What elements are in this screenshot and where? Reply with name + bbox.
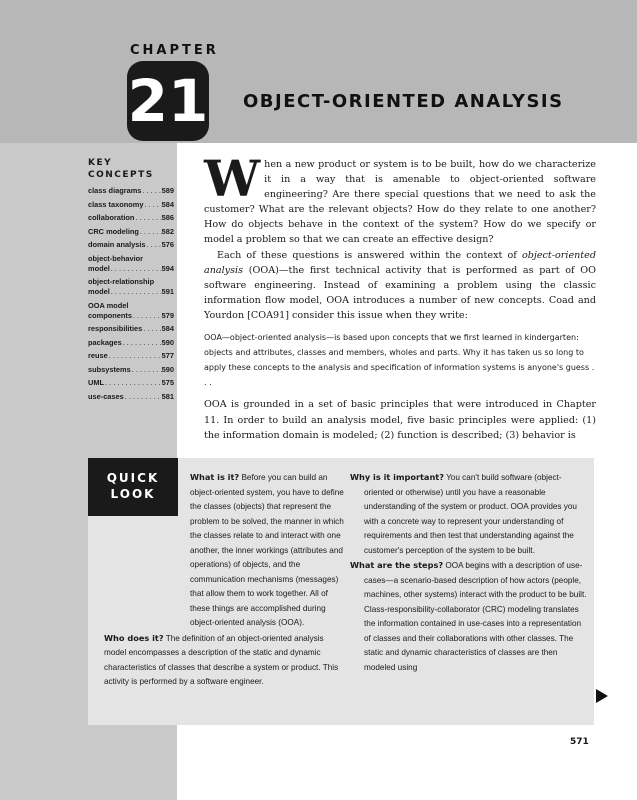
key-concept-item: collaboration . . . 586 (88, 213, 174, 223)
key-concepts-sidebar (88, 157, 174, 405)
paragraph: Each of these questions is answered within the context of object-oriented analysis (OOA)—the first technical activity that is performed as part of OO software engineering. Instead of examining a problem using the classic information flow model, OOA introduces a number of new concepts. Coad and Yourdon [COA91] consider this issue when they write: (204, 249, 596, 321)
chapter-header-band (0, 0, 637, 143)
key-concept-item: packages . . . 590 (88, 338, 174, 348)
key-concept-item: OOA model components . . . 579 (88, 301, 174, 321)
key-concept-item: class taxonomy . . . 584 (88, 200, 174, 210)
key-concept-item: class diagrams . . . 589 (88, 186, 174, 196)
quick-look-column-right (350, 470, 590, 675)
key-concept-item: responsibilities . . . 584 (88, 324, 174, 334)
quick-look-what: What is it? Before you can build an object-oriented system, you have to define the classes (objects) that represent the problem to be solved, the manner in which the classes relate to and interact with one another, the inner workings (attributes and operations) of objects, and the communication mechanisms (messages) that allow them to work together. All of these things are accomplished during object-oriented analysis (OOA). (190, 472, 344, 627)
key-concept-item: UML . . . 575 (88, 378, 174, 388)
block-quote: OOA—object-oriented analysis—is based upon concepts that we first learned in kindergarten: objects and attributes, classes and members, wholes and parts. Why it has taken us so long to apply these concepts to the analysis and specification of information systems is anyone's guess . . . (204, 333, 595, 388)
key-concept-item: object-relationship model . . . 591 (88, 277, 174, 297)
chapter-number: 21 (127, 61, 209, 141)
paragraph: OOA is grounded in a set of basic principles that were introduced in Chapter 11. In order to build an analysis model, five basic principles were applied: (1) the information domain is modeled; (2) function is described; (3) behavior is (204, 399, 596, 441)
page-number: 571 (570, 737, 589, 747)
key-concept-item: subsystems . . . 590 (88, 365, 174, 375)
chapter-label: CHAPTER (130, 43, 219, 58)
quick-look-who: Who does it? The definition of an object-oriented analysis model encompasses a description of the static and dynamic characteristics of classes that describe a system or product. This activity is performed by a software engineer. (104, 632, 339, 686)
body-text (204, 149, 596, 443)
quick-look-column-left (104, 470, 344, 690)
key-concepts-heading: KEY CONCEPTS (88, 158, 154, 180)
key-concept-item: object-behavior model . . . 594 (88, 254, 174, 274)
key-concept-item: use-cases . . . 581 (88, 392, 174, 402)
key-concept-item: reuse . . . 577 (88, 351, 174, 361)
key-concept-item: domain analysis . . . 576 (88, 240, 174, 250)
quick-look-steps: What are the steps? OOA begins with a description of use-cases—a scenario-based description of how actors (people, machines, other systems) interact with the product to be built. Class-responsibility-collaborator (CRC) modeling translates the information contained in use-cases into a representation of classes and their collaborations with other classes. The static and dynamic characteristics of classes are then modeled using (350, 560, 587, 672)
drop-cap: W (204, 149, 261, 208)
key-concept-item: CRC modeling . . . 582 (88, 227, 174, 237)
intro-paragraph: When a new product or system is to be built, how do we characterize it in a way that is amenable to object-oriented software engineering? Are there special questions that we need to ask the customer? What are the relevant objects? How do they relate to one another? How do objects behave in the context of the system? How do we specify or model a problem so that we can create an effective design? (204, 149, 596, 246)
quick-look-why: Why is it important? You can't build software (object-oriented or otherwise) until you have a reasonable understanding of the system or product. OOA provides you with a concrete way to represent your understanding of requirements and then test that understanding against the customer's perception of the system to be built. (350, 472, 577, 555)
continue-arrow-icon (596, 689, 608, 703)
quick-look-badge: QUICK LOOK (88, 458, 178, 516)
chapter-title: OBJECT-ORIENTED ANALYSIS (243, 91, 564, 112)
